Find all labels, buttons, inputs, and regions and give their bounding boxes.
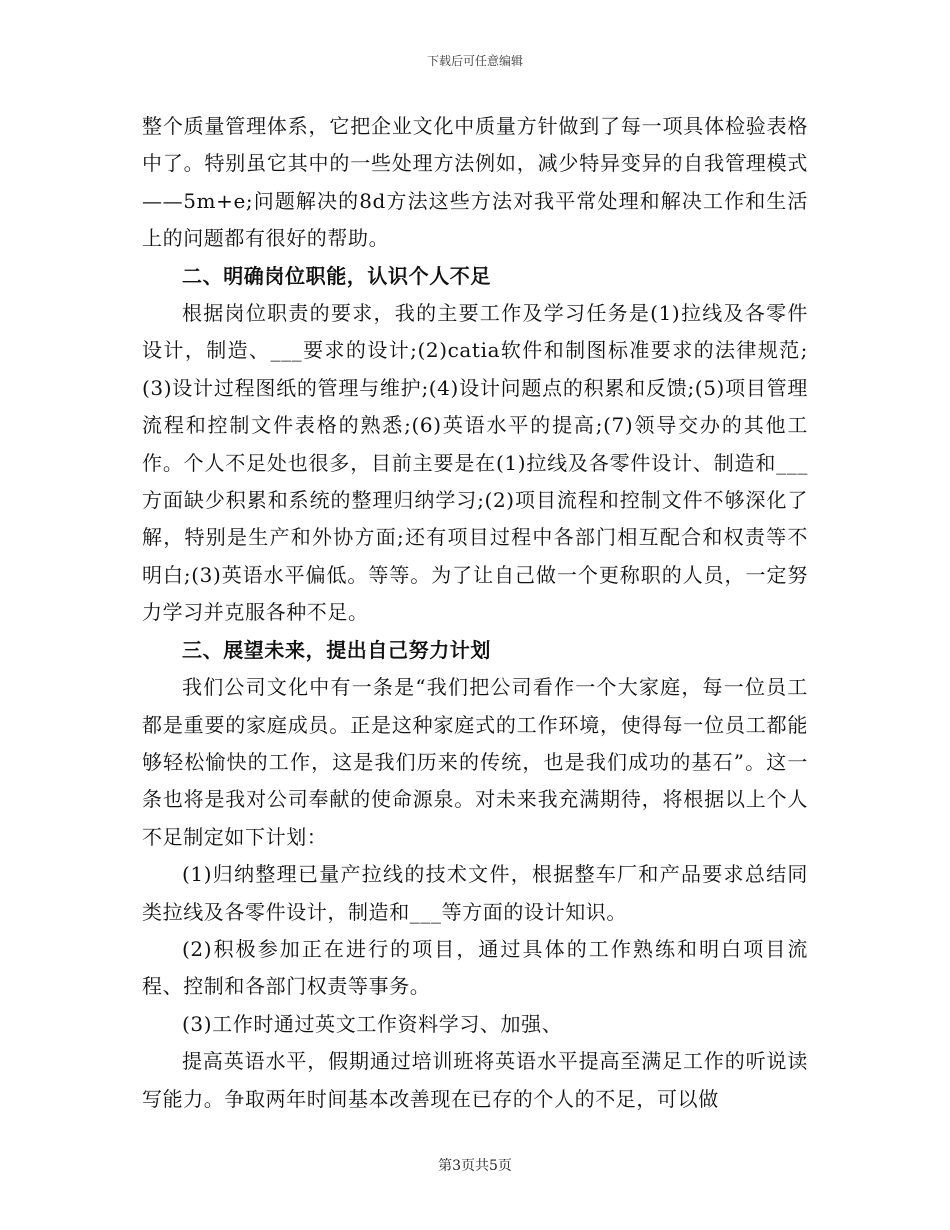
paragraph-job-duties: 根据岗位职责的要求，我的主要工作及学习任务是(1)拉线及各零件设计，制造、___要求的设计;(2)catia软件和制图标准要求的法律规范;(3)设计过程图纸的管理与维护;(4)设计问题点的积累和反馈;(5)项目管理流程和控制文件表格的熟悉;(6)英语水平的提高;(7)领导交办的其他工作。个人不足处也很多，目前主要是在(1)拉线及各零件设计、制造和___方面缺少积累和系统的整理归纳学习;(2)项目流程和控制文件不够深化了解，特别是生产和外协方面;还有项目过程中各部门相互配合和权责等不明白;(3)英语水平偏低。等等。为了让自己做一个更称职的人员，一定努力学习并克服各种不足。 [142,301,808,625]
paragraph-english-improvement: 提高英语水平，假期通过培训班将英语水平提高至满足工作的听说读写能力。争取两年时间基本改善现在已存的个人的不足，可以做 [142,1049,808,1111]
section-heading-2: 二、明确岗位职能，认识个人不足 [182,263,491,288]
plan-item-2: (2)积极参加正在进行的项目，通过具体的工作熟练和明白项目流程、控制和各部门权责等事务。 [142,936,808,999]
page-header: 下载后可任意编辑 [426,54,523,68]
page-number: 第3页共5页 [438,1158,512,1174]
document-body [142,108,808,1118]
section-heading-3: 三、展望未来，提出自己努力计划 [182,637,491,662]
paragraph-company-culture: 我们公司文化中有一条是“我们把公司看作一个大家庭，每一位员工都是重要的家庭成员。正是这种家庭式的工作环境，使得每一位员工都能够轻松愉快的工作，这是我们历来的传统，也是我们成功的基石”。这一条也将是我对公司奉献的使命源泉。对未来我充满期待，将根据以上个人不足制定如下计划： [142,675,808,849]
paragraph-quality-system: 整个质量管理体系，它把企业文化中质量方针做到了每一项具体检验表格中了。特别虽它其中的一些处理方法例如，减少特异变异的自我管理模式——5m+e;问题解决的8d方法这些方法对我平常处理和解决工作和生活上的问题都有很好的帮助。 [142,114,808,251]
plan-item-3: (3)工作时通过英文工作资料学习、加强、 [182,1011,563,1036]
plan-item-1: (1)归纳整理已量产拉线的技术文件，根据整车厂和产品要求总结同类拉线及各零件设计，制造和___等方面的设计知识。 [142,862,808,924]
